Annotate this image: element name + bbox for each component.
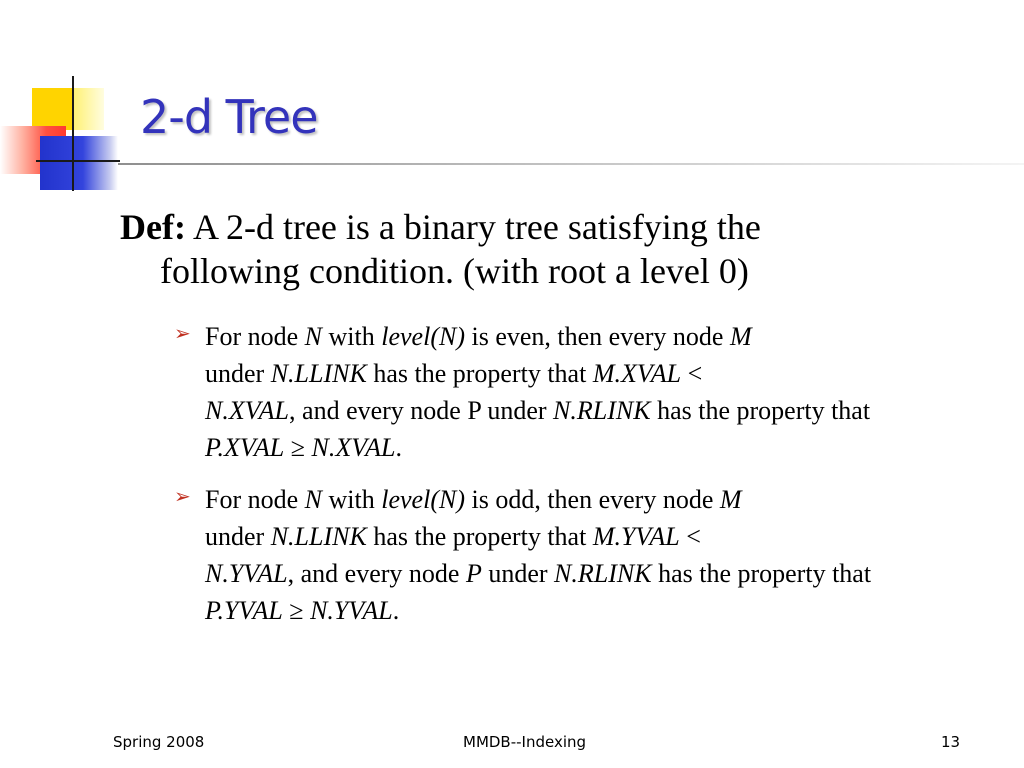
italic-run: N [304, 485, 323, 514]
bullet-text [205, 481, 945, 629]
definition-label: Def: [120, 207, 186, 247]
text-run: under [481, 559, 555, 588]
text-run: is even, then every node [464, 322, 730, 351]
italic-run: P.XVAL [205, 433, 285, 462]
text-run: with [322, 322, 382, 351]
text-run: < [679, 522, 701, 551]
text-run: . [395, 433, 403, 462]
definition-line-1: A 2-d tree is a binary tree satisfying the [185, 207, 761, 247]
title-divider [118, 163, 1024, 165]
italic-run: N.YVAL [310, 596, 393, 625]
logo-yellow-fade [74, 88, 104, 130]
italic-run: M.XVAL [592, 359, 682, 388]
text-run: has the property that [366, 359, 593, 388]
logo-blue-square [40, 136, 118, 190]
text-run: is odd, then every node [464, 485, 720, 514]
text-run: under [205, 359, 271, 388]
italic-run: M [729, 322, 752, 351]
arrow-bullet-icon: ➢ [174, 484, 191, 508]
italic-run: P.YVAL [205, 596, 283, 625]
text-run: , and every node [287, 559, 466, 588]
logo-yellow-square [32, 88, 74, 130]
text-run: with [322, 485, 382, 514]
italic-run: N [304, 322, 323, 351]
italic-run: N.LLINK [270, 522, 367, 551]
text-run: ≥ [284, 433, 312, 462]
italic-run: N.LLINK [270, 359, 367, 388]
text-run: under [205, 522, 271, 551]
italic-run: M [719, 485, 742, 514]
logo-horizontal-line [36, 160, 120, 162]
text-run: For node [205, 322, 305, 351]
text-run: . [392, 596, 400, 625]
text-run: , and every node P under [289, 396, 554, 425]
text-run: has the property that [650, 396, 871, 425]
definition-paragraph [120, 205, 960, 293]
logo-vertical-line [72, 76, 74, 191]
text-run: < [681, 359, 703, 388]
italic-run: M.YVAL [592, 522, 680, 551]
italic-run: level(N) [381, 322, 465, 351]
footer-page-number: 13 [941, 733, 961, 751]
italic-run: N.XVAL [205, 396, 290, 425]
italic-run: level(N) [381, 485, 465, 514]
text-run: ≥ [282, 596, 311, 625]
slide-title: 2-d Tree [140, 90, 318, 144]
italic-run: N.RLINK [554, 559, 652, 588]
italic-run: P [465, 559, 482, 588]
text-run: For node [205, 485, 305, 514]
footer-title: MMDB--Indexing [463, 733, 587, 751]
text-run: has the property that [366, 522, 593, 551]
bullet-text [205, 318, 945, 466]
italic-run: N.YVAL [205, 559, 288, 588]
definition-line-2: following condition. (with root a level 0) [160, 251, 749, 291]
arrow-bullet-icon: ➢ [174, 321, 191, 345]
italic-run: N.XVAL [311, 433, 396, 462]
text-run: has the property that [651, 559, 872, 588]
italic-run: N.RLINK [553, 396, 651, 425]
footer-date: Spring 2008 [113, 733, 205, 751]
